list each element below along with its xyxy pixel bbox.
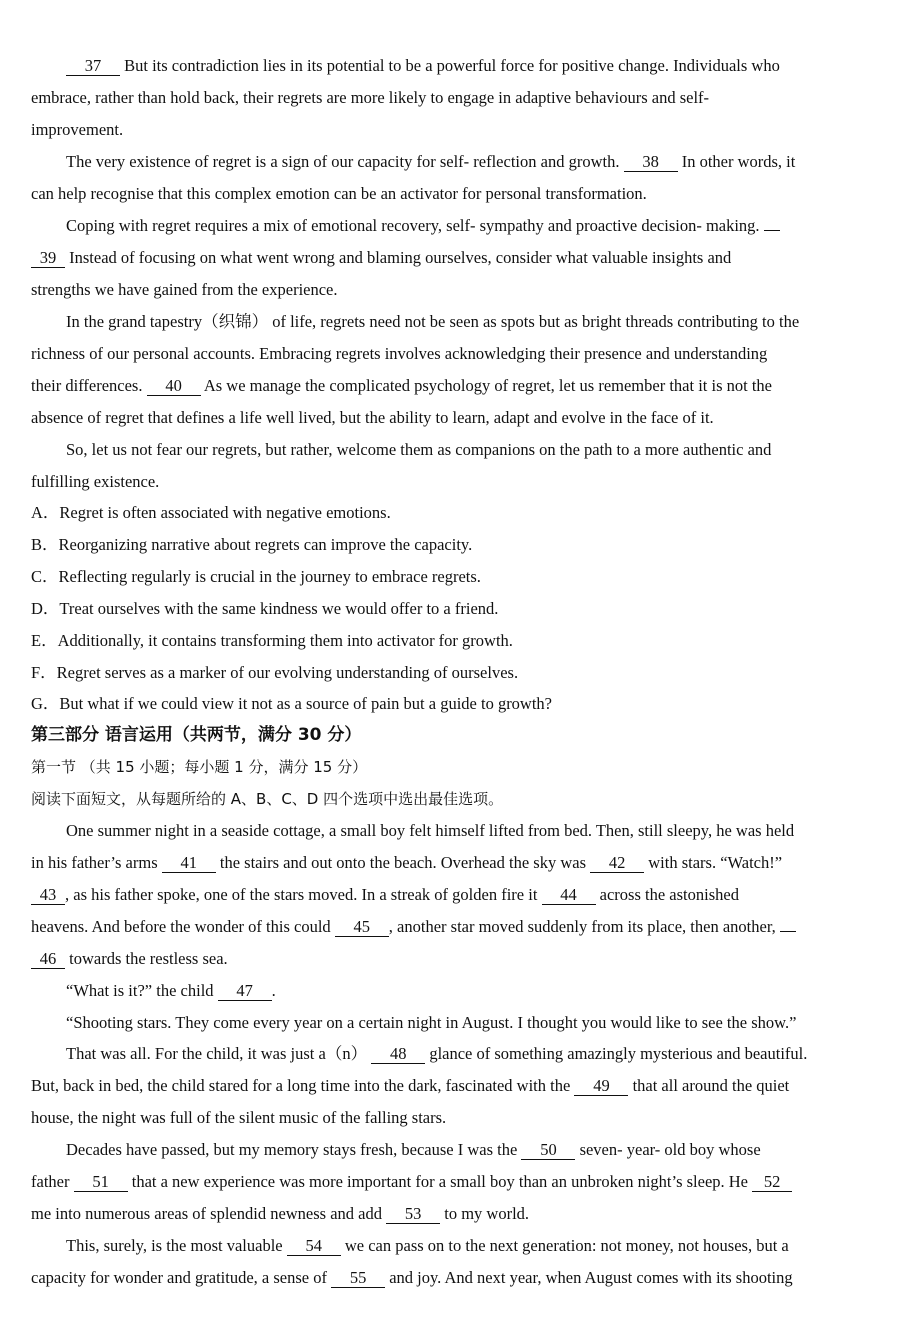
paragraph-39-line-2: 39 Instead of focusing on what went wrong and blaming ourselves, consider what valuable insights and [31,247,731,269]
cloze-p6-line-2: capacity for wonder and gratitude, a sense of 55 and joy. And next year, when August comes with its shooting [31,1268,793,1287]
blank-48: 48 [371,1045,425,1064]
paragraph-40-line-2: richness of our personal accounts. Embracing regrets involves acknowledging their presence and understanding [31,344,768,363]
section-heading: 第三部分 语言运用（共两节，满分 30 分） [31,725,362,745]
paragraph-closing-line-1: So, let us not fear our regrets, but rather, welcome them as companions on the path to a more authentic and [66,440,772,459]
paragraph-38-line-1: The very existence of regret is a sign of our capacity for self- reflection and growth. 38 In other words, it [66,152,796,171]
option-a: A．Regret is often associated with negative emotions. [31,503,391,522]
cloze-p4-line-2: But, back in bed, the child stared for a long time into the dark, fascinated with the 49 that all around the quiet [31,1076,790,1095]
cloze-p2-line-1: “What is it?” the child 47 . [66,981,276,1000]
blank-43: 43 [31,886,65,905]
paragraph-37-line-3: improvement. [31,120,124,139]
cloze-p1-line-1: One summer night in a seaside cottage, a small boy felt himself lifted from bed. Then, still sleepy, he was held [66,821,795,840]
blank-46: 46 [31,950,65,969]
paragraph-closing-line-2: fulfilling existence. [31,472,160,491]
option-f: F．Regret serves as a marker of our evolving understanding of ourselves. [31,663,519,682]
paragraph-39-line-1: Coping with regret requires a mix of emotional recovery, self- sympathy and proactive decision- making. [66,215,780,237]
option-b: B．Reorganizing narrative about regrets can improve the capacity. [31,535,473,554]
cloze-p1-line-4: heavens. And before the wonder of this could 45 , another star moved suddenly from its place, then another, [31,916,796,938]
blank-53: 53 [386,1205,440,1224]
option-d: D．Treat ourselves with the same kindness we would offer to a friend. [31,599,499,618]
blank-55: 55 [331,1269,385,1288]
cloze-p1-line-5: 46 towards the restless sea. [31,948,228,970]
cloze-p5-line-3: me into numerous areas of splendid newness and add 53 to my world. [31,1204,530,1223]
option-c: C．Reflecting regularly is crucial in the journey to embrace regrets. [31,567,481,586]
paragraph-39-line-3: strengths we have gained from the experience. [31,280,338,299]
option-g: G．But what if we could view it not as a source of pain but a guide to growth? [31,694,553,713]
blank-40: 40 [147,377,201,396]
cloze-p4-line-3: house, the night was full of the silent music of the falling stars. [31,1108,447,1127]
blank-52: 52 [752,1173,792,1192]
blank-51: 51 [74,1173,128,1192]
paragraph-40-line-4: absence of regret that defines a life well lived, but the ability to learn, adapt and evolve in the face of it. [31,408,714,427]
cloze-p4-line-1: That was all. For the child, it was just a（n） 48 glance of something amazingly mysterious and beautiful. [66,1044,808,1063]
blank-49: 49 [574,1077,628,1096]
cloze-p6-line-1: This, surely, is the most valuable 54 we can pass on to the next generation: not money, not houses, but a [66,1236,789,1255]
cloze-p1-line-3: 43 , as his father spoke, one of the stars moved. In a streak of golden fire it 44 across the astonished [31,884,739,906]
blank-39: 39 [31,249,65,268]
paragraph-37-line-2: embrace, rather than hold back, their regrets are more likely to engage in adaptive behaviours and self- [31,88,710,107]
blank-47: 47 [218,982,272,1001]
section-instruction: 阅读下面短文，从每题所给的 A、B、C、D 四个选项中选出最佳选项。 [31,790,504,808]
blank-38: 38 [624,153,678,172]
blank-37: 37 [66,57,120,76]
cloze-p1-line-2: in his father’s arms 41 the stairs and out onto the beach. Overhead the sky was 42 with stars. “Watch!” [31,853,783,872]
blank-41: 41 [162,854,216,873]
paragraph-40-line-1: In the grand tapestry（织锦） of life, regrets need not be seen as spots but as bright threads contributing to the [66,312,800,331]
cloze-p5-line-2: father 51 that a new experience was more important for a small boy than an unbroken night’s sleep. He 52 [31,1171,792,1193]
blank-45: 45 [335,918,389,937]
cloze-p5-line-1: Decades have passed, but my memory stays fresh, because I was the 50 seven- year- old boy whose [66,1140,761,1159]
paragraph-38-line-2: can help recognise that this complex emotion can be an activator for personal transformation. [31,184,647,203]
blank-42: 42 [590,854,644,873]
cloze-p3-line-1: “Shooting stars. They come every year on a certain night in August. I thought you would like to see the show.” [66,1013,797,1032]
paragraph-40-line-3: their differences. 40 As we manage the complicated psychology of regret, let us remember that it is not the [31,376,772,395]
option-e: E．Additionally, it contains transforming them into activator for growth. [31,631,513,650]
section-subheading: 第一节 （共 15 小题；每小题 1 分，满分 15 分） [31,758,368,776]
paragraph-37-line-1: 37 But its contradiction lies in its potential to be a powerful force for positive change. Individuals who [66,55,780,77]
blank-44: 44 [542,886,596,905]
blank-50: 50 [521,1141,575,1160]
blank-54: 54 [287,1237,341,1256]
